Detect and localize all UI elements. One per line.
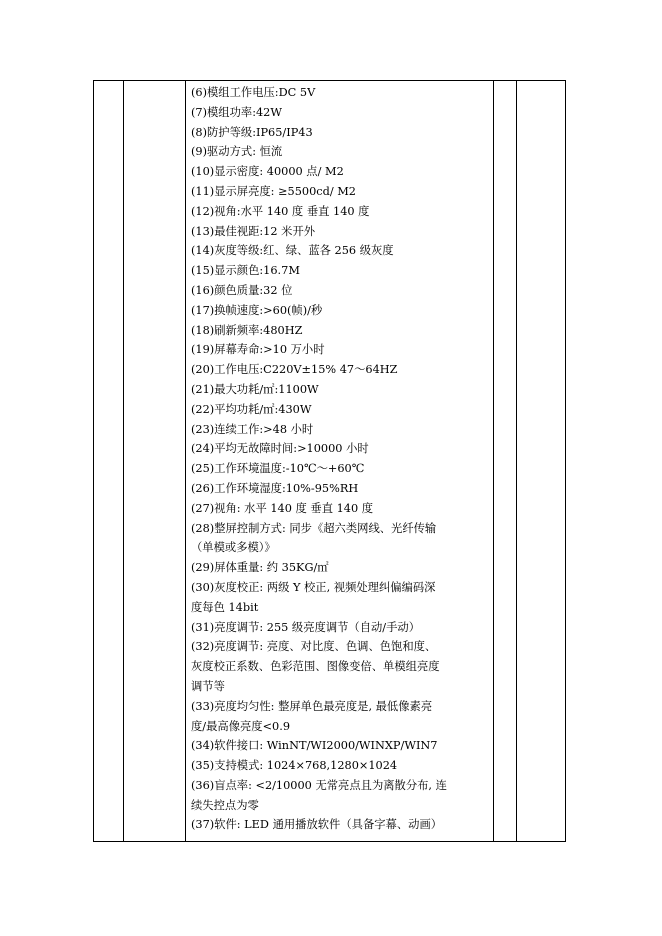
spec-line: (37)软件: LED 通用播放软件（具备字幕、动画） — [191, 818, 443, 832]
spec-line: (25)工作环境温度:-10℃～+60℃ — [191, 462, 365, 476]
spec-cell — [186, 81, 494, 842]
spec-line: (17)换帧速度:>60(帧)/秒 — [191, 303, 323, 317]
spec-line: (23)连续工作:>48 小时 — [191, 422, 314, 436]
spec-line: (9)驱动方式: 恒流 — [191, 145, 283, 159]
spec-line: (20)工作电压:C220V±15% 47～64HZ — [191, 363, 398, 377]
spec-line: (8)防护等级:IP65/IP43 — [191, 125, 313, 139]
spec-line: (35)支持模式: 1024×768,1280×1024 — [191, 759, 398, 773]
spec-line: (7)模组功率:42W — [191, 105, 282, 119]
spec-line: (31)亮度调节: 255 级亮度调节（自动/手动） — [191, 620, 421, 634]
empty-cell-1 — [94, 81, 124, 842]
spec-line: (14)灰度等级:红、绿、蓝各 256 级灰度 — [191, 244, 394, 258]
spec-line: (22)平均功耗/㎡:430W — [191, 402, 312, 416]
spec-line: (19)屏幕寿命:>10 万小时 — [191, 343, 325, 357]
spec-line: (13)最佳视距:12 米开外 — [191, 224, 316, 238]
spec-line: (6)模组工作电压:DC 5V — [191, 86, 316, 99]
spec-list — [191, 83, 493, 835]
spec-line: (18)刷新频率:480HZ — [191, 323, 303, 337]
empty-cell-4 — [517, 81, 566, 842]
table-row — [94, 81, 566, 842]
spec-line: 调节等 — [191, 679, 225, 693]
spec-line: (33)亮度均匀性: 整屏单色最亮度是, 最低像素亮 — [191, 699, 433, 713]
spec-line: (21)最大功耗/㎡:1100W — [191, 382, 319, 396]
spec-line: (16)颜色质量:32 位 — [191, 283, 293, 297]
spec-line: (29)屏体重量: 约 35KG/㎡ — [191, 561, 329, 575]
spec-line: (27)视角: 水平 140 度 垂直 140 度 — [191, 501, 374, 515]
spec-line: (34)软件接口: WinNT/WI2000/WINXP/WIN7 — [191, 739, 438, 753]
empty-cell-2 — [124, 81, 186, 842]
spec-line: 灰度校正系数、色彩范围、图像变倍、单模组亮度 — [191, 660, 440, 674]
spec-line: (24)平均无故障时间:>10000 小时 — [191, 442, 369, 456]
spec-table — [93, 80, 566, 842]
spec-line: (32)亮度调节: 亮度、对比度、色调、色饱和度、 — [191, 640, 437, 654]
spec-line: (26)工作环境湿度:10%-95%RH — [191, 481, 359, 495]
spec-line: 度每色 14bit — [191, 600, 259, 614]
empty-cell-3 — [494, 81, 517, 842]
spec-line: 续失控点为零 — [191, 798, 259, 812]
spec-line: 度/最高像亮度<0.9 — [191, 719, 291, 733]
spec-line: (10)显示密度: 40000 点/ M2 — [191, 165, 344, 179]
spec-line: (28)整屏控制方式: 同步《超六类网线、光纤传输 — [191, 521, 437, 535]
spec-line: (36)盲点率: <2/10000 无常亮点且为离散分布, 连 — [191, 778, 447, 792]
spec-line: (11)显示屏亮度: ≥5500cd/ M2 — [191, 184, 356, 198]
spec-line: (30)灰度校正: 两级 Y 校正, 视频处理纠偏编码深 — [191, 580, 436, 594]
spec-line: （单模或多模）》 — [191, 541, 276, 555]
spec-line: (12)视角:水平 140 度 垂直 140 度 — [191, 204, 370, 218]
spec-line: (15)显示颜色:16.7M — [191, 264, 300, 278]
